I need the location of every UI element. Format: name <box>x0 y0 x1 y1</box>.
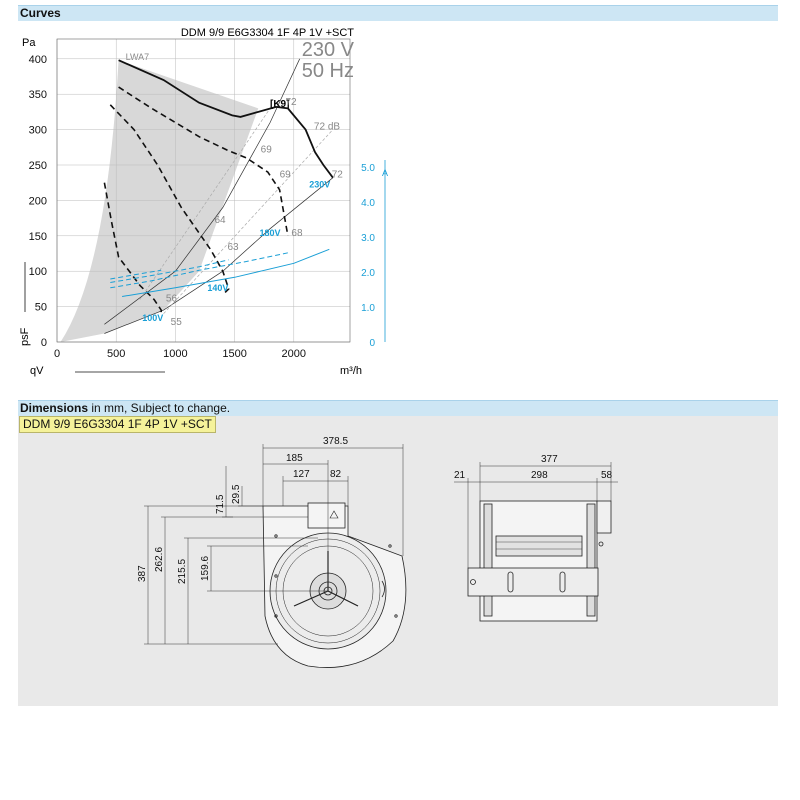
dim-side-58: 58 <box>601 470 613 481</box>
noise-label: 72 dB <box>313 121 341 133</box>
noise-label: 64 <box>214 215 226 227</box>
y-tick-label: 200 <box>28 195 47 208</box>
y2-tick-label: 1.0 <box>361 303 375 314</box>
dim-front-29-5: 29.5 <box>231 484 242 504</box>
frequency-label: 50 Hz <box>301 60 354 82</box>
model-tag: DDM 9/9 E6G3304 1F 4P 1V +SCT <box>19 416 216 433</box>
y-tick-label: 150 <box>28 230 47 243</box>
x-tick-label: 2000 <box>281 348 307 360</box>
dim-front-height: 387 <box>137 565 148 582</box>
dim-side-21: 21 <box>454 470 466 481</box>
noise-label: 69 <box>260 144 272 156</box>
dimension-drawings <box>18 416 778 706</box>
y-tick-label: 250 <box>28 160 47 172</box>
dimensions-section-bar <box>18 400 778 416</box>
voltage-curve-label: 140V <box>207 283 229 294</box>
k9-label: [K9] <box>270 99 290 110</box>
noise-label: 69 <box>279 169 291 181</box>
y2-tick-label: 4.0 <box>361 198 375 209</box>
noise-label: 56 <box>165 293 178 305</box>
dim-front-width: 378.5 <box>323 436 349 447</box>
chart-title: DDM 9/9 E6G3304 1F 4P 1V +SCT <box>180 27 354 39</box>
y2-unit: A <box>382 167 389 178</box>
dim-front-215-5: 215.5 <box>177 558 188 584</box>
dimensions-panel <box>18 416 778 706</box>
side-view-drawing <box>468 501 611 621</box>
gray-region <box>61 60 259 342</box>
y-tick-label: 350 <box>28 89 47 102</box>
curves-title: Curves <box>20 6 61 20</box>
x-tick-label: 0 <box>53 348 61 360</box>
voltage-curve-label: 100V <box>142 312 164 323</box>
curves-section-bar <box>18 5 778 21</box>
y-tick-label: 400 <box>28 53 47 66</box>
y-unit: Pa <box>22 37 36 49</box>
dim-front-262-6: 262.6 <box>154 546 165 572</box>
x-tick-label: 500 <box>107 348 126 360</box>
noise-label: 72 <box>285 96 297 108</box>
y2-tick-label: 3.0 <box>361 233 375 244</box>
y2-tick-label: 0 <box>369 338 375 349</box>
noise-label: 55 <box>170 317 182 329</box>
dimensions-note: in mm, Subject to change. <box>88 401 231 415</box>
x-tick-label: 1000 <box>163 348 188 360</box>
dim-front-71-5: 71.5 <box>215 494 226 514</box>
y2-tick-label: 2.0 <box>361 268 375 279</box>
y-tick-label: 100 <box>28 266 47 279</box>
voltage-curve-label: 180V <box>259 227 281 238</box>
dim-front-82: 82 <box>330 469 342 480</box>
dim-front-127: 127 <box>293 469 310 480</box>
noise-label: 68 <box>291 227 303 239</box>
voltage-label: 230 V <box>301 39 354 61</box>
noise-label: 72 <box>331 169 343 181</box>
x-tick-label: 1500 <box>222 348 247 360</box>
y-tick-label: 300 <box>28 124 47 137</box>
fan-performance-chart <box>0 22 389 402</box>
y-tick-label: 50 <box>34 301 47 314</box>
front-view-drawing <box>263 503 406 668</box>
dim-side-298: 298 <box>531 470 548 481</box>
y-axis-label: psF <box>19 327 31 346</box>
noise-label: 63 <box>227 241 239 253</box>
dim-front-185: 185 <box>286 453 303 464</box>
y2-tick-label: 5.0 <box>361 163 375 174</box>
dim-side-width: 377 <box>541 454 558 465</box>
y-tick-label: 0 <box>40 337 47 349</box>
gray-region-label: LWA7 <box>125 52 150 63</box>
voltage-curve-label: 230V <box>309 179 331 190</box>
dim-front-159-6: 159.6 <box>200 555 211 581</box>
dimensions-title: Dimensions <box>20 401 89 415</box>
x-unit: m³/h <box>340 365 362 377</box>
x-axis-label: qV <box>30 365 44 377</box>
